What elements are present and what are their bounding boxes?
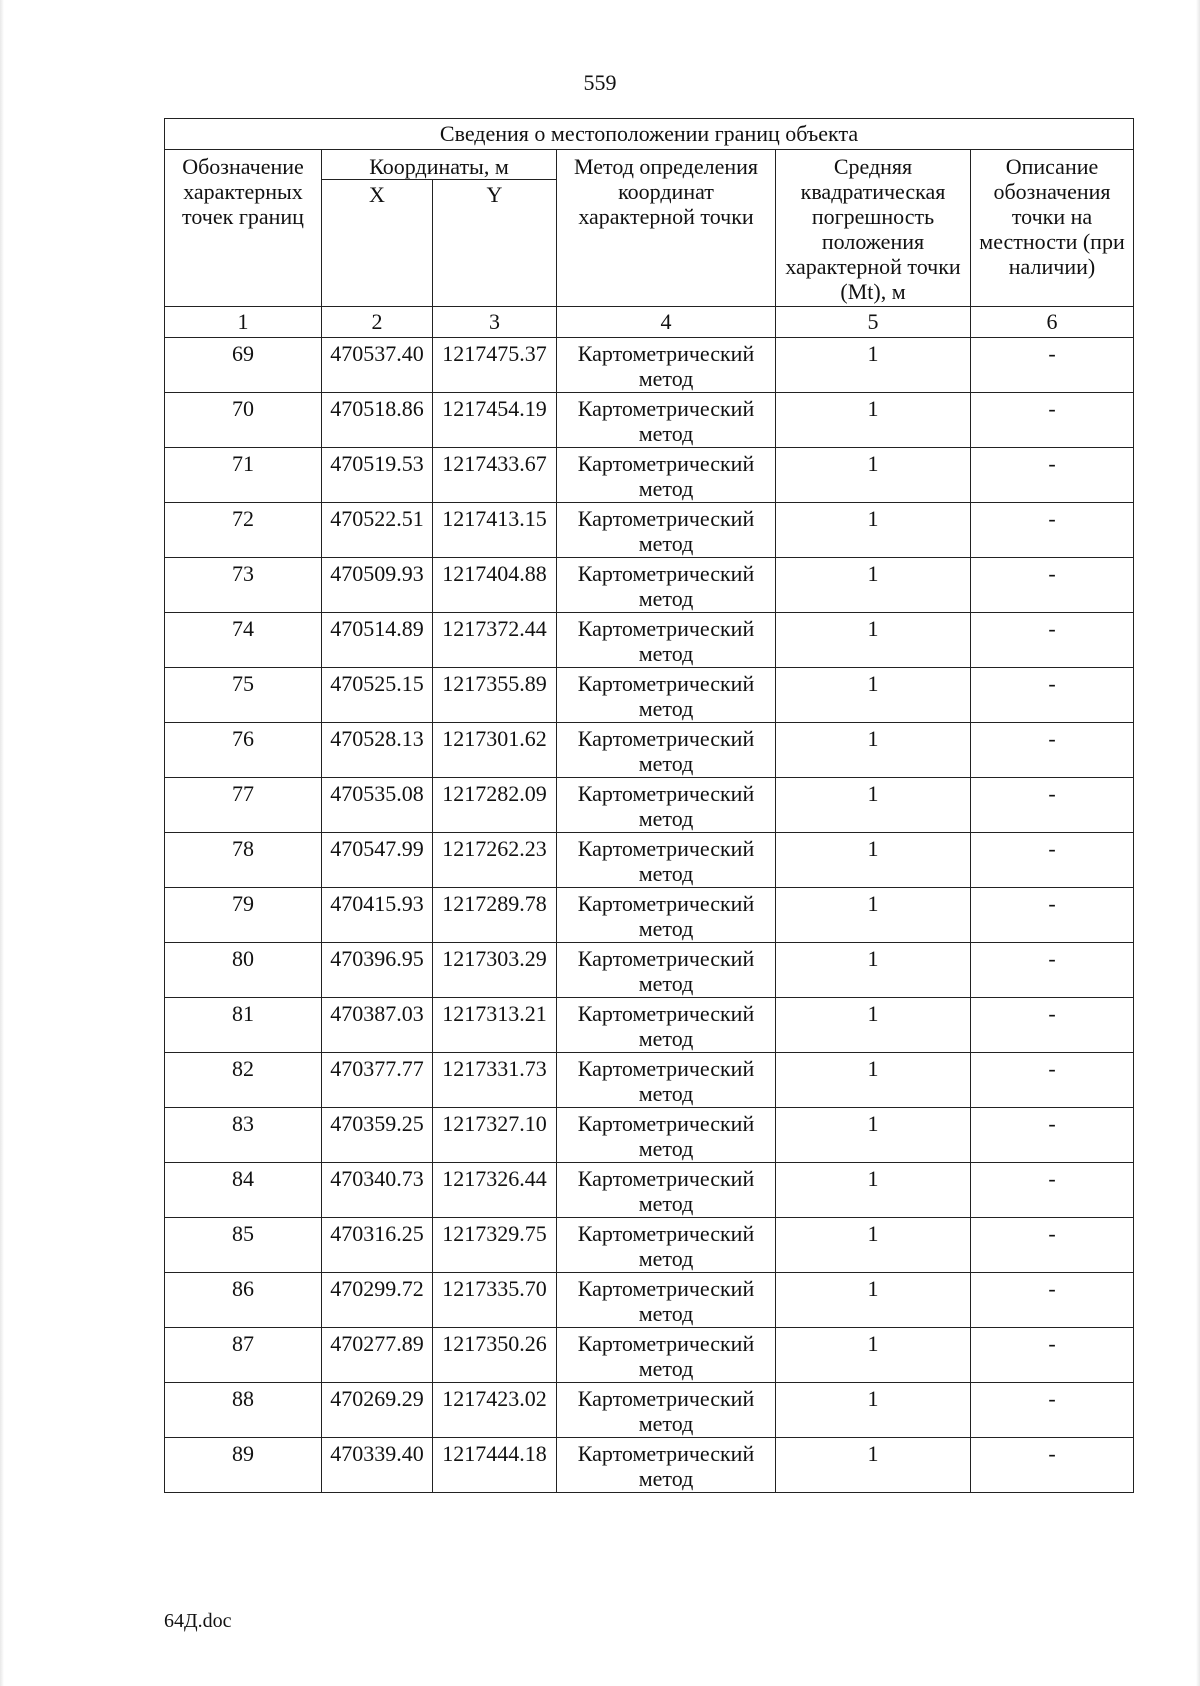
- cell-point: 77: [165, 778, 322, 833]
- column-number: 3: [433, 307, 557, 338]
- cell-error: 1: [776, 1218, 971, 1273]
- table-row: [165, 338, 1134, 393]
- table-row: [165, 723, 1134, 778]
- cell-y: 1217329.75: [433, 1218, 557, 1273]
- cell-description: -: [971, 833, 1134, 888]
- cell-x: 470528.13: [322, 723, 433, 778]
- cell-point: 79: [165, 888, 322, 943]
- cell-description: -: [971, 338, 1134, 393]
- cell-description: -: [971, 1273, 1134, 1328]
- page-number: 559: [583, 70, 617, 95]
- header-method: Метод определения координат характерной точки: [557, 150, 776, 307]
- cell-x: 470377.77: [322, 1053, 433, 1108]
- table-row: [165, 888, 1134, 943]
- cell-y: 1217444.18: [433, 1438, 557, 1493]
- column-number: 2: [322, 307, 433, 338]
- header-y: Y: [433, 180, 557, 307]
- cell-description: -: [971, 1163, 1134, 1218]
- table-row: [165, 448, 1134, 503]
- cell-error: 1: [776, 393, 971, 448]
- cell-error: 1: [776, 778, 971, 833]
- column-number: 4: [557, 307, 776, 338]
- table-row: [165, 1273, 1134, 1328]
- cell-point: 88: [165, 1383, 322, 1438]
- cell-description: -: [971, 448, 1134, 503]
- table-row: [165, 1218, 1134, 1273]
- table-row: [165, 668, 1134, 723]
- cell-y: 1217372.44: [433, 613, 557, 668]
- cell-point: 87: [165, 1328, 322, 1383]
- table-row: [165, 613, 1134, 668]
- cell-y: 1217335.70: [433, 1273, 557, 1328]
- cell-error: 1: [776, 668, 971, 723]
- cell-x: 470299.72: [322, 1273, 433, 1328]
- cell-error: 1: [776, 1438, 971, 1493]
- cell-y: 1217404.88: [433, 558, 557, 613]
- cell-x: 470359.25: [322, 1108, 433, 1163]
- cell-description: -: [971, 668, 1134, 723]
- cell-x: 470514.89: [322, 613, 433, 668]
- cell-error: 1: [776, 1273, 971, 1328]
- cell-y: 1217475.37: [433, 338, 557, 393]
- cell-x: 470387.03: [322, 998, 433, 1053]
- cell-y: 1217423.02: [433, 1383, 557, 1438]
- cell-x: 470339.40: [322, 1438, 433, 1493]
- cell-x: 470525.15: [322, 668, 433, 723]
- cell-x: 470340.73: [322, 1163, 433, 1218]
- cell-point: 76: [165, 723, 322, 778]
- footer-filename: 64Д.doc: [164, 1610, 232, 1632]
- cell-method: Картометрический метод: [557, 1163, 776, 1218]
- cell-description: -: [971, 1108, 1134, 1163]
- table-row: [165, 503, 1134, 558]
- cell-x: 470316.25: [322, 1218, 433, 1273]
- cell-error: 1: [776, 338, 971, 393]
- cell-y: 1217331.73: [433, 1053, 557, 1108]
- cell-x: 470522.51: [322, 503, 433, 558]
- cell-point: 71: [165, 448, 322, 503]
- cell-error: 1: [776, 998, 971, 1053]
- cell-description: -: [971, 1438, 1134, 1493]
- cell-y: 1217413.15: [433, 503, 557, 558]
- table-row: [165, 833, 1134, 888]
- cell-error: 1: [776, 1163, 971, 1218]
- cell-method: Картометрический метод: [557, 943, 776, 998]
- cell-point: 85: [165, 1218, 322, 1273]
- cell-y: 1217454.19: [433, 393, 557, 448]
- cell-point: 83: [165, 1108, 322, 1163]
- header-point: Обозначение характерных точек границ: [165, 150, 322, 307]
- cell-description: -: [971, 1383, 1134, 1438]
- column-number: 6: [971, 307, 1134, 338]
- table-row: [165, 1383, 1134, 1438]
- cell-point: 70: [165, 393, 322, 448]
- cell-method: Картометрический метод: [557, 1273, 776, 1328]
- cell-y: 1217350.26: [433, 1328, 557, 1383]
- cell-point: 80: [165, 943, 322, 998]
- cell-x: 470396.95: [322, 943, 433, 998]
- cell-x: 470519.53: [322, 448, 433, 503]
- cell-point: 73: [165, 558, 322, 613]
- cell-method: Картометрический метод: [557, 1438, 776, 1493]
- cell-method: Картометрический метод: [557, 338, 776, 393]
- cell-description: -: [971, 723, 1134, 778]
- cell-y: 1217433.67: [433, 448, 557, 503]
- cell-point: 78: [165, 833, 322, 888]
- cell-x: 470277.89: [322, 1328, 433, 1383]
- cell-method: Картометрический метод: [557, 833, 776, 888]
- header-x: X: [322, 180, 433, 307]
- cell-x: 470518.86: [322, 393, 433, 448]
- boundary-table-wrap: [164, 118, 1133, 1493]
- table-row: [165, 393, 1134, 448]
- cell-description: -: [971, 778, 1134, 833]
- cell-description: -: [971, 503, 1134, 558]
- cell-method: Картометрический метод: [557, 503, 776, 558]
- cell-method: Картометрический метод: [557, 393, 776, 448]
- cell-y: 1217313.21: [433, 998, 557, 1053]
- boundary-coordinates-table: [164, 118, 1134, 1493]
- cell-y: 1217262.23: [433, 833, 557, 888]
- cell-x: 470537.40: [322, 338, 433, 393]
- cell-error: 1: [776, 833, 971, 888]
- table-row: [165, 998, 1134, 1053]
- cell-description: -: [971, 613, 1134, 668]
- cell-y: 1217326.44: [433, 1163, 557, 1218]
- cell-point: 86: [165, 1273, 322, 1328]
- cell-point: 89: [165, 1438, 322, 1493]
- cell-method: Картометрический метод: [557, 998, 776, 1053]
- cell-point: 82: [165, 1053, 322, 1108]
- cell-error: 1: [776, 448, 971, 503]
- cell-description: -: [971, 558, 1134, 613]
- cell-error: 1: [776, 1383, 971, 1438]
- cell-error: 1: [776, 558, 971, 613]
- cell-method: Картометрический метод: [557, 1053, 776, 1108]
- header-coordinates: Координаты, м: [322, 150, 557, 180]
- column-number: 1: [165, 307, 322, 338]
- cell-point: 84: [165, 1163, 322, 1218]
- cell-description: -: [971, 1053, 1134, 1108]
- table-row: [165, 1053, 1134, 1108]
- cell-y: 1217327.10: [433, 1108, 557, 1163]
- scan-edge-left: [0, 0, 4, 1686]
- cell-error: 1: [776, 888, 971, 943]
- header-error: Средняя квадратическая погрешность положения характерной точки (Mt), м: [776, 150, 971, 307]
- cell-method: Картометрический метод: [557, 1218, 776, 1273]
- cell-error: 1: [776, 723, 971, 778]
- cell-point: 75: [165, 668, 322, 723]
- cell-error: 1: [776, 1328, 971, 1383]
- cell-x: 470547.99: [322, 833, 433, 888]
- column-numbers-row: [165, 307, 1134, 338]
- table-row: [165, 1328, 1134, 1383]
- cell-method: Картометрический метод: [557, 1383, 776, 1438]
- cell-description: -: [971, 393, 1134, 448]
- table-row: [165, 1163, 1134, 1218]
- cell-y: 1217355.89: [433, 668, 557, 723]
- table-row: [165, 1438, 1134, 1493]
- cell-error: 1: [776, 943, 971, 998]
- cell-point: 72: [165, 503, 322, 558]
- table-row: [165, 778, 1134, 833]
- scan-edge-right: [1196, 0, 1200, 1686]
- cell-error: 1: [776, 503, 971, 558]
- cell-x: 470509.93: [322, 558, 433, 613]
- cell-y: 1217303.29: [433, 943, 557, 998]
- cell-method: Картометрический метод: [557, 778, 776, 833]
- table-caption: Сведения о местоположении границ объекта: [165, 119, 1134, 150]
- cell-description: -: [971, 943, 1134, 998]
- cell-x: 470535.08: [322, 778, 433, 833]
- cell-method: Картометрический метод: [557, 1108, 776, 1163]
- cell-method: Картометрический метод: [557, 888, 776, 943]
- cell-error: 1: [776, 1108, 971, 1163]
- cell-description: -: [971, 1328, 1134, 1383]
- cell-error: 1: [776, 1053, 971, 1108]
- table-row: [165, 943, 1134, 998]
- header-description: Описание обозначения точки на местности (при наличии): [971, 150, 1134, 307]
- cell-point: 74: [165, 613, 322, 668]
- cell-method: Картометрический метод: [557, 723, 776, 778]
- cell-y: 1217282.09: [433, 778, 557, 833]
- cell-y: 1217301.62: [433, 723, 557, 778]
- cell-method: Картометрический метод: [557, 668, 776, 723]
- cell-x: 470415.93: [322, 888, 433, 943]
- cell-error: 1: [776, 613, 971, 668]
- column-number: 5: [776, 307, 971, 338]
- table-body: [165, 338, 1134, 1493]
- cell-method: Картометрический метод: [557, 1328, 776, 1383]
- cell-description: -: [971, 1218, 1134, 1273]
- cell-x: 470269.29: [322, 1383, 433, 1438]
- cell-method: Картометрический метод: [557, 613, 776, 668]
- cell-description: -: [971, 888, 1134, 943]
- cell-method: Картометрический метод: [557, 558, 776, 613]
- cell-method: Картометрический метод: [557, 448, 776, 503]
- table-row: [165, 1108, 1134, 1163]
- cell-point: 81: [165, 998, 322, 1053]
- table-row: [165, 558, 1134, 613]
- cell-point: 69: [165, 338, 322, 393]
- cell-description: -: [971, 998, 1134, 1053]
- cell-y: 1217289.78: [433, 888, 557, 943]
